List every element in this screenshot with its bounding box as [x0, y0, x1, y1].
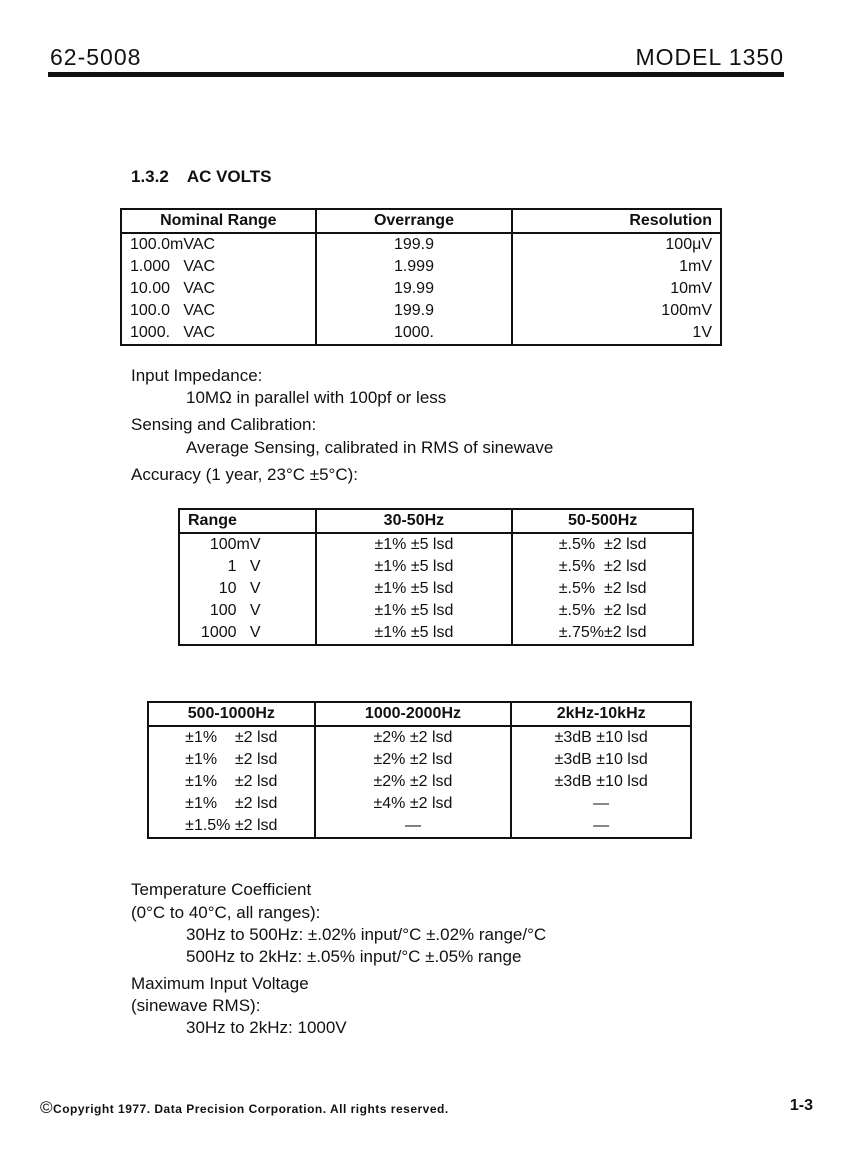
table-cell: ±1% ±2 lsd [185, 773, 278, 790]
table-cell: ±1% ±2 lsd [185, 751, 278, 768]
table-header-row [179, 509, 693, 533]
sensing-label: Sensing and Calibration: [131, 415, 317, 434]
table-cell: 19.99 [316, 278, 513, 300]
column-header: Resolution [512, 209, 721, 233]
column-header: 500-1000Hz [148, 702, 315, 726]
copyright-text: Copyright 1977. Data Precision Corporation. All rights reserved. [53, 1102, 449, 1116]
table-cell: 100.0mVAC [130, 236, 216, 253]
table-cell: ±1.5% ±2 lsd [185, 817, 278, 834]
table-cell: ±3dB ±10 lsd [511, 771, 691, 793]
max-input-value: 30Hz to 2kHz: 1000V [186, 1018, 347, 1037]
table-cell: 1000. VAC [130, 324, 216, 341]
table-cell: 10.00 VAC [130, 280, 216, 297]
table-row [121, 256, 721, 278]
column-header: 1000-2000Hz [315, 702, 512, 726]
table-cell: ±1% ±2 lsd [185, 729, 278, 746]
table-cell: 1000. [316, 322, 513, 345]
table-cell: 100mV [209, 536, 261, 553]
table-row [179, 556, 693, 578]
table-cell: 1000 V [200, 624, 261, 641]
column-header: 2kHz-10kHz [511, 702, 691, 726]
table-cell: 199.9 [316, 300, 513, 322]
table-cell: 10mV [512, 278, 721, 300]
table-cell: ±1% ±5 lsd [316, 533, 513, 556]
table-row [179, 578, 693, 600]
table-row [148, 726, 691, 749]
table-cell: ±2% ±2 lsd [315, 726, 512, 749]
table-cell: ±.5% ±2 lsd [512, 600, 693, 622]
table-row [148, 749, 691, 771]
header-rule [48, 72, 784, 77]
table-cell: 1.000 VAC [130, 258, 216, 275]
accuracy-label: Accuracy (1 year, 23°C ±5°C): [131, 465, 359, 484]
table-cell: 1V [512, 322, 721, 345]
table-cell: — [511, 793, 691, 815]
input-impedance-value: 10MΩ in parallel with 100pf or less [186, 388, 447, 407]
table-row [148, 793, 691, 815]
column-header: Range [179, 509, 316, 533]
copyright-symbol: © [40, 1098, 54, 1117]
table-row [179, 622, 693, 645]
table-cell: 199.9 [316, 233, 513, 256]
column-header: Overrange [316, 209, 513, 233]
temperature-line-2: 500Hz to 2kHz: ±.05% input/°C ±.05% range [186, 947, 522, 966]
accuracy-table-low [178, 508, 694, 646]
column-header: 50-500Hz [512, 509, 693, 533]
table-cell: 100μV [512, 233, 721, 256]
table-cell: 100mV [512, 300, 721, 322]
table-cell: 1mV [512, 256, 721, 278]
table-cell: — [315, 815, 512, 838]
table-cell: 1.999 [316, 256, 513, 278]
copyright-notice [40, 1098, 449, 1118]
table-row [179, 600, 693, 622]
table-row [148, 771, 691, 793]
range-table [120, 208, 722, 346]
page-number: 1-3 [789, 1097, 813, 1114]
table-cell: ±4% ±2 lsd [315, 793, 512, 815]
table-header-row [121, 209, 721, 233]
table-cell: — [511, 815, 691, 838]
input-impedance-label: Input Impedance: [131, 366, 263, 385]
table-row [121, 322, 721, 345]
temperature-line-1: 30Hz to 500Hz: ±.02% input/°C ±.02% range/°C [186, 925, 547, 944]
table-cell: 10 V [218, 580, 261, 597]
sensing-value: Average Sensing, calibrated in RMS of sinewave [186, 438, 554, 457]
section-number: 1.3.2 [131, 167, 169, 186]
table-header-row [148, 702, 691, 726]
table-row [179, 533, 693, 556]
table-cell: ±.5% ±2 lsd [512, 533, 693, 556]
table-cell: ±1% ±5 lsd [316, 556, 513, 578]
table-row [121, 278, 721, 300]
temperature-sublabel: (0°C to 40°C, all ranges): [131, 903, 321, 922]
table-cell: 100 V [209, 602, 261, 619]
table-cell: ±1% ±2 lsd [185, 795, 278, 812]
table-cell: ±.5% ±2 lsd [512, 556, 693, 578]
table-cell: 100.0 VAC [130, 302, 216, 319]
table-row [121, 300, 721, 322]
table-cell: ±.75%±2 lsd [512, 622, 693, 645]
table-cell: ±3dB ±10 lsd [511, 749, 691, 771]
table-cell: ±1% ±5 lsd [316, 622, 513, 645]
model-title: MODEL 1350 [635, 44, 784, 70]
section-title: AC VOLTS [186, 167, 272, 186]
temperature-label: Temperature Coefficient [131, 880, 312, 899]
document-number: 62-5008 [50, 44, 142, 70]
column-header: 30-50Hz [316, 509, 513, 533]
table-cell: ±2% ±2 lsd [315, 749, 512, 771]
max-input-sublabel: (sinewave RMS): [131, 996, 261, 1015]
table-row [148, 815, 691, 838]
section-heading [131, 167, 272, 187]
column-header: Nominal Range [121, 209, 316, 233]
table-row [121, 233, 721, 256]
table-cell: 1 V [227, 558, 261, 575]
table-cell: ±.5% ±2 lsd [512, 578, 693, 600]
table-cell: ±2% ±2 lsd [315, 771, 512, 793]
max-input-label: Maximum Input Voltage [131, 974, 309, 993]
table-cell: ±1% ±5 lsd [316, 600, 513, 622]
accuracy-table-high [147, 701, 692, 839]
table-cell: ±3dB ±10 lsd [511, 726, 691, 749]
table-cell: ±1% ±5 lsd [316, 578, 513, 600]
